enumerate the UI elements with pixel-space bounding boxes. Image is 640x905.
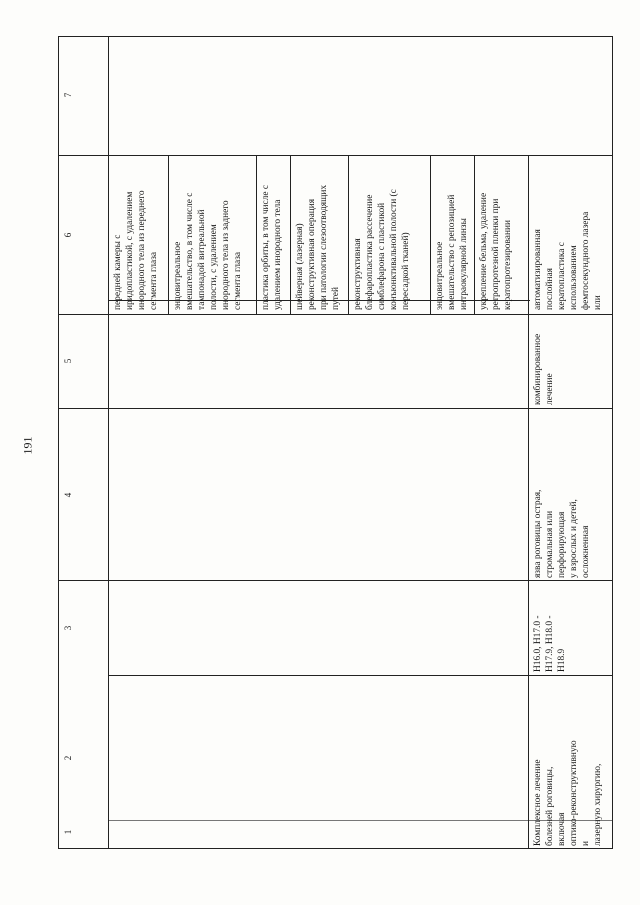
table-divider xyxy=(168,155,169,314)
table-divider xyxy=(58,408,613,409)
table-border-left xyxy=(58,36,59,848)
treatment-method: реконструктивная блефаропластика рассечение симблефарона с пластикой конъюнктивальной полости (с пересадкой тканей) xyxy=(353,189,411,310)
treatment-method: укрепление бельма, удаление ретропротезной пленки при кератопротезировании xyxy=(479,192,513,310)
cell-icd-codes: H16.0, H17.0 - H17.9, H18.0 - H18.9 xyxy=(533,615,567,672)
table-divider xyxy=(58,155,613,156)
table-divider xyxy=(58,314,613,315)
treatment-method: автоматизированная послойная кератопластика с использованием фемтосекундного лазера или xyxy=(533,211,603,310)
column-header: 5 xyxy=(63,358,73,364)
page-number: 191 xyxy=(20,436,35,455)
table-divider xyxy=(256,155,257,314)
table-divider xyxy=(474,155,475,314)
column-header: 1 xyxy=(63,829,73,835)
column-header: 7 xyxy=(63,92,73,98)
table-header-divider xyxy=(108,36,109,848)
treatment-method: шейверная (лазерная) реконструктивная операция при патологии слезоотводящих путей xyxy=(295,184,341,310)
table-border-bottom xyxy=(58,848,613,849)
treatment-method: эндовитреальное вмешательство, в том числе с тампонадой витреальной полости, с удалением инородного тела из заднего сегмента глаза xyxy=(173,192,243,310)
table-divider xyxy=(348,155,349,314)
table-divider xyxy=(108,675,613,676)
treatment-method: эндовитреальное вмешательство с репозицией интраокулярной линзы xyxy=(435,194,469,310)
treatment-method: передней камеры с иридопластикой, с удалением инородного тела из переднего сегмента глаза xyxy=(113,190,159,310)
cell-treatment-name: Комплексное лечение болезней роговицы, включая оптико-реконструктивную и лазерную хирургию, xyxy=(533,740,603,846)
table-divider xyxy=(290,155,291,314)
cell-treatment-type: комбинированное лечение xyxy=(533,333,555,405)
column-header: 2 xyxy=(63,755,73,761)
column-header: 4 xyxy=(63,492,73,498)
cell-patient-model: язва роговицы острая, стромальная или перфорирующая у взрослых и детей, осложненная xyxy=(533,489,591,578)
table-divider xyxy=(430,155,431,314)
treatment-method: пластика орбиты, в том числе с удалением инородного тела xyxy=(261,184,283,310)
table-border-right xyxy=(612,36,613,848)
table-border-top xyxy=(58,36,613,37)
table-divider xyxy=(528,155,529,848)
table-divider xyxy=(58,580,613,581)
column-header: 3 xyxy=(63,625,73,631)
column-header: 6 xyxy=(63,232,73,238)
